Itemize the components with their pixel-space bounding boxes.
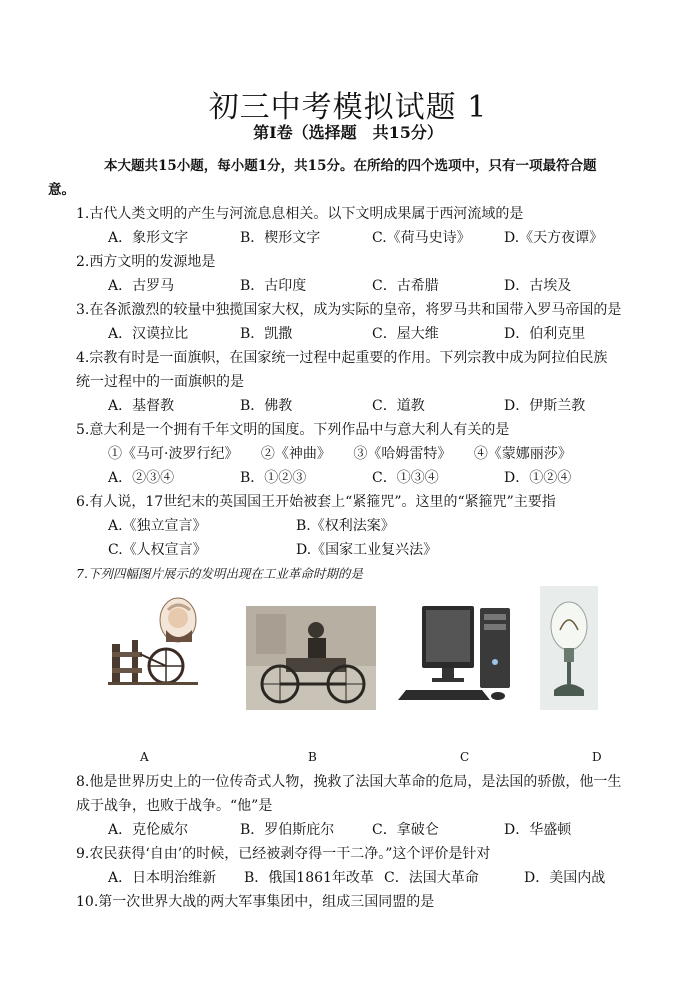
option-c: C．屋大维 <box>372 326 439 342</box>
question-6-stem: 6.有人说，17世纪末的英国国王开始被套上“紧箍咒”。这里的“紧箍咒”主要指 <box>76 494 556 510</box>
option-c: C．古希腊 <box>372 278 439 294</box>
question-4-stem-continued: 统一过程中的一面旗帜的是 <box>76 374 244 390</box>
option-a: A．汉谟拉比 <box>108 326 189 342</box>
option-b: B.《权利法案》 <box>296 518 395 534</box>
question-3-options <box>76 322 636 346</box>
question-7-stem: 7.下列四幅图片展示的发明出现在工业革命时期的是 <box>76 566 363 581</box>
item-3: ③《哈姆雷特》 <box>353 446 452 462</box>
question-5-stem: 5.意大利是一个拥有千年文明的国度。下列作品中与意大利人有关的是 <box>76 422 510 438</box>
question-1-stem: 1.古代人类文明的产生与河流息息相关。以下文明成果属于西河流域的是 <box>76 206 524 222</box>
option-b: B．古印度 <box>240 278 307 294</box>
question-5-items <box>76 442 636 466</box>
question-8-stem: 8.他是世界历史上的一位传奇式人物，挽救了法国大革命的危局，是法国的骄傲，他一生 <box>76 774 622 790</box>
option-b: B．佛教 <box>240 398 293 414</box>
steam-engine-image <box>106 596 202 686</box>
option-a: A．日本明治维新 <box>108 870 217 886</box>
option-d: D．伯利克里 <box>504 326 586 342</box>
figure-label-b: B <box>308 750 317 764</box>
option-a: A.《独立宣言》 <box>108 518 207 534</box>
question-8-stem-continued: 成于战争，也败于战争。“他”是 <box>76 798 273 814</box>
question-2-options <box>76 274 636 298</box>
page-title: 初三中考模拟试题 1 <box>208 90 488 125</box>
option-b: B．凯撒 <box>240 326 293 342</box>
question-6-options-row-2 <box>76 538 636 562</box>
question-3-stem: 3.在各派激烈的较量中独揽国家大权，成为实际的皇帝，将罗马共和国带入罗马帝国的是 <box>76 302 622 318</box>
instructions-line-2: 意。 <box>48 182 75 198</box>
item-1: ①《马可·波罗行纪》 <box>108 446 239 462</box>
question-2-stem: 2.西方文明的发源地是 <box>76 254 216 270</box>
option-c: C．①③④ <box>372 470 439 486</box>
question-9-options <box>76 866 636 890</box>
question-7-figure-labels <box>76 746 636 770</box>
question-10-stem: 10.第一次世界大战的两大军事集团中，组成三国同盟的是 <box>76 894 435 910</box>
option-a: A．古罗马 <box>108 278 175 294</box>
option-a: A．象形文字 <box>108 230 189 246</box>
figure-label-a: A <box>140 750 149 764</box>
question-1-options <box>76 226 636 250</box>
option-c: C.《人权宣言》 <box>108 542 207 558</box>
option-c: C．法国大革命 <box>384 870 479 886</box>
option-b: B．罗伯斯庇尔 <box>240 822 335 838</box>
option-c: C．拿破仑 <box>372 822 439 838</box>
exam-content <box>48 154 636 914</box>
option-c: C.《荷马史诗》 <box>372 230 471 246</box>
section-subtitle: 第Ⅰ卷（选择题 共15分） <box>253 123 443 142</box>
option-b: B．楔形文字 <box>240 230 321 246</box>
early-automobile-image <box>246 606 376 710</box>
option-c: C．道教 <box>372 398 425 414</box>
option-a: A．基督教 <box>108 398 175 414</box>
option-d: D．美国内战 <box>524 870 606 886</box>
option-d: D．华盛顿 <box>504 822 572 838</box>
option-b: B．俄国1861年改革 <box>244 870 374 886</box>
question-4-stem: 4.宗教有时是一面旗帜，在国家统一过程中起重要的作用。下列宗教中成为阿拉伯民族 <box>76 350 608 366</box>
option-d: D．古埃及 <box>504 278 572 294</box>
option-a: A．克伦威尔 <box>108 822 189 838</box>
option-d: D．①②④ <box>504 470 572 486</box>
question-9-stem: 9.农民获得‘自由’的时候，已经被剥夺得一干二净。”这个评价是针对 <box>76 846 491 862</box>
question-8-options <box>76 818 636 842</box>
option-d: D.《天方夜谭》 <box>504 230 604 246</box>
option-d: D.《国家工业复兴法》 <box>296 542 438 558</box>
item-2: ②《神曲》 <box>260 446 331 462</box>
instructions-line-1: 本大题共15小题，每小题1分，共15分。在所给的四个选项中，只有一项最符合题 <box>104 158 597 174</box>
figure-label-d: D <box>592 750 602 764</box>
option-b: B．①②③ <box>240 470 307 486</box>
desktop-computer-image <box>386 602 526 706</box>
option-d: D．伊斯兰教 <box>504 398 586 414</box>
question-5-options <box>76 466 636 490</box>
figure-label-c: C <box>460 750 470 764</box>
question-6-options-row-1 <box>76 514 636 538</box>
light-bulb-image <box>540 586 598 710</box>
instructions <box>48 154 636 202</box>
option-a: A．②③④ <box>108 470 175 486</box>
item-4: ④《蒙娜丽莎》 <box>473 446 572 462</box>
question-7-figures <box>76 586 636 746</box>
question-4-options <box>76 394 636 418</box>
